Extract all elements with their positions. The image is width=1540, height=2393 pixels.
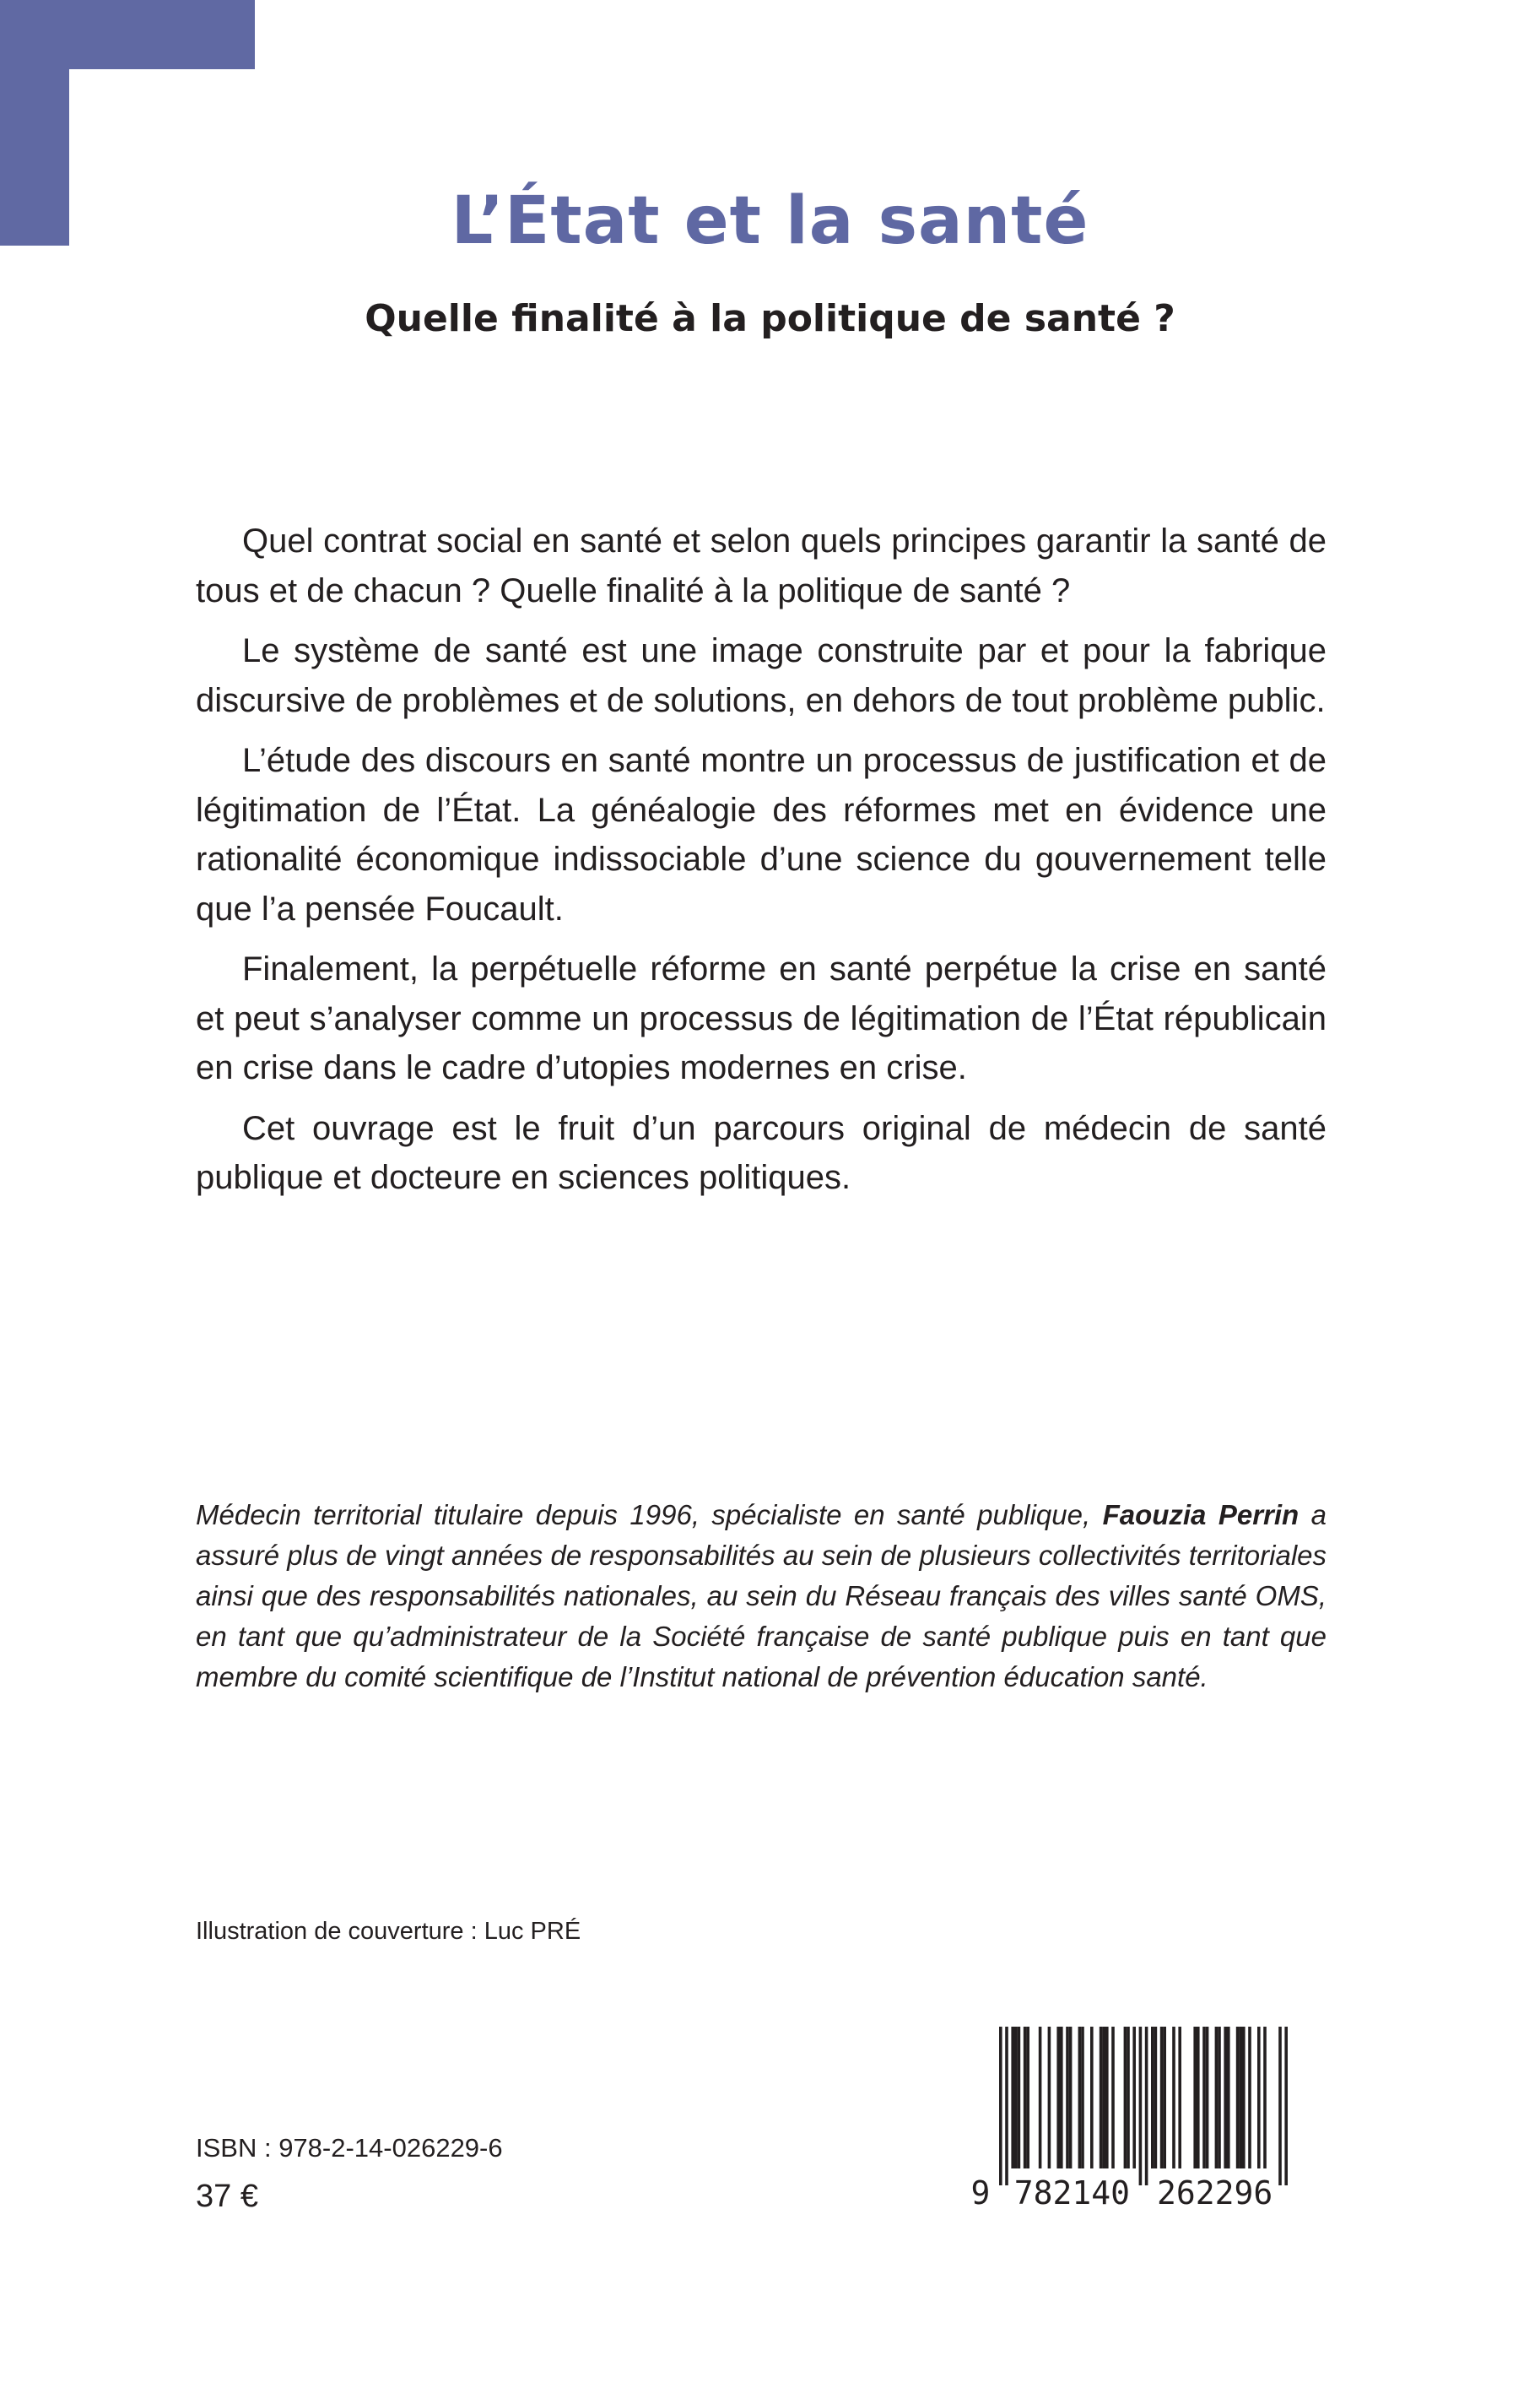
barcode-bar	[1215, 2027, 1218, 2168]
barcode-bar	[1151, 2027, 1154, 2168]
barcode-bar	[1248, 2027, 1251, 2168]
blurb-paragraph: Finalement, la perpétuelle réforme en santé perpétue la crise en santé et peut s’analyser comme un processus de légitimation de l’État républicain en crise dans le cadre d’utopies modernes en crise.	[196, 950, 1327, 1086]
barcode-bar	[1081, 2027, 1084, 2168]
barcode-bar	[1257, 2027, 1261, 2168]
barcode-bar	[1111, 2027, 1115, 2168]
isbn-barcode	[970, 2022, 1333, 2233]
barcode-right-digits: 262296	[1156, 2174, 1273, 2212]
barcode-bar	[1178, 2027, 1181, 2168]
barcode-lead-digit: 9	[970, 2174, 991, 2212]
barcode-guard-bar	[999, 2027, 1002, 2185]
barcode-bar	[1163, 2027, 1166, 2168]
barcode-bar	[1224, 2027, 1227, 2168]
author-name: Faouzia Perrin	[1102, 1499, 1300, 1530]
barcode-guard-bar	[1284, 2027, 1288, 2185]
barcode-bar	[1206, 2027, 1209, 2168]
author-bio-body: a assuré plus de vingt années de responsabilités au sein de plusieurs collectivités territoriales ainsi que des responsabilités nationales, au sein du Réseau français des villes santé OMS, en tant que qu’administrateur de la Société française de santé publique puis en tant que membre du comité scientifique de l’Institut national de prévention éducation santé.	[196, 1499, 1327, 1692]
barcode-bar	[1048, 2027, 1051, 2168]
isbn: ISBN : 978-2-14-026229-6	[196, 2133, 503, 2163]
barcode-bar	[1100, 2027, 1103, 2168]
barcode-bar	[1160, 2027, 1164, 2168]
barcode-bar	[1263, 2027, 1267, 2168]
barcode-bar	[1066, 2027, 1069, 2168]
barcode-bar	[1060, 2027, 1063, 2168]
barcode-bar	[1236, 2027, 1240, 2168]
barcode-bar	[1172, 2027, 1175, 2168]
back-cover-blurb	[196, 517, 1327, 1214]
barcode-bar	[1011, 2027, 1014, 2168]
barcode-guard-bar	[1005, 2027, 1008, 2185]
barcode-bar	[1127, 2027, 1130, 2168]
price: 37 €	[196, 2179, 258, 2214]
barcode-bar	[1102, 2027, 1105, 2168]
barcode-bar	[1154, 2027, 1158, 2168]
blurb-paragraph: Quel contrat social en santé et selon quels principes garantir la santé de tous et de chacun ? Quelle finalité à la politique de santé ?	[196, 522, 1327, 609]
barcode-graphic	[970, 2022, 1333, 2233]
barcode-bar	[1242, 2027, 1246, 2168]
barcode-bar	[1227, 2027, 1230, 2168]
barcode-bar	[1090, 2027, 1094, 2168]
blurb-paragraph: L’étude des discours en santé montre un processus de justification et de légitimation de l’État. La généalogie des réformes met en évidence une rationalité économique indissociable d’une science du gouvernement telle que l’a pensée Foucault.	[196, 742, 1327, 928]
barcode-bar	[1014, 2027, 1018, 2168]
barcode-bar	[1069, 2027, 1073, 2168]
blurb-paragraph: Cet ouvrage est le fruit d’un parcours original de médecin de santé publique et docteure en sciences politiques.	[196, 1109, 1327, 1196]
barcode-bar	[1024, 2027, 1027, 2168]
barcode-bar	[1124, 2027, 1127, 2168]
barcode-left-digits: 782140	[1013, 2174, 1131, 2212]
illustration-credit: Illustration de couverture : Luc PRÉ	[196, 1918, 581, 1945]
barcode-bar	[1056, 2027, 1060, 2168]
barcode-guard-bar	[1145, 2027, 1148, 2185]
author-bio-intro: Médecin territorial titulaire depuis 1996, spécialiste en santé publique,	[196, 1499, 1103, 1530]
barcode-bar	[1218, 2027, 1221, 2168]
barcode-bar	[1105, 2027, 1109, 2168]
barcode-bar	[1132, 2027, 1136, 2168]
barcode-bar	[1026, 2027, 1029, 2168]
barcode-bar	[1078, 2027, 1082, 2168]
author-bio	[196, 1495, 1327, 1697]
book-subtitle: Quelle finalité à la politique de santé ?	[365, 297, 1175, 340]
barcode-bar	[1018, 2027, 1021, 2168]
barcode-bar	[1039, 2027, 1042, 2168]
barcode-bar	[1197, 2027, 1200, 2168]
barcode-bar	[1239, 2027, 1242, 2168]
barcode-guard-bar	[1139, 2027, 1143, 2185]
book-title: L’État et la santé	[451, 183, 1089, 259]
barcode-guard-bar	[1278, 2027, 1282, 2185]
barcode-bar	[1202, 2027, 1206, 2168]
barcode-bar	[1193, 2027, 1197, 2168]
blurb-paragraph: Le système de santé est une image construite par et pour la fabrique discursive de problèmes et de solutions, en dehors de tout problème public.	[196, 632, 1327, 719]
